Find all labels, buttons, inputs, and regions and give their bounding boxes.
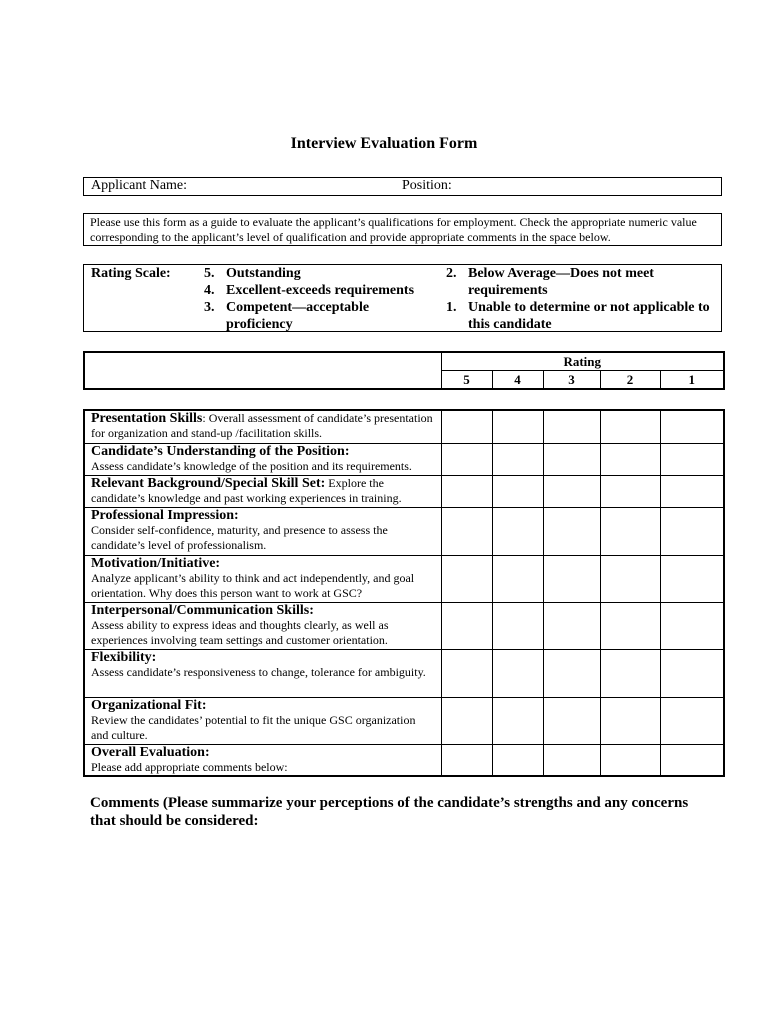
criterion-name: Professional Impression:: [91, 507, 239, 523]
criterion-name: Overall Evaluation:: [91, 744, 210, 760]
table-row: [84, 744, 724, 776]
rating-cell-4[interactable]: [492, 697, 543, 744]
criterion-description: Assess ability to express ideas and thoughts clearly, as well as experiences involving team settings and customer orientation.: [91, 617, 389, 647]
rating-scale-item: [204, 299, 424, 333]
rating-cell-4[interactable]: [492, 410, 543, 443]
rating-cell-1[interactable]: [660, 697, 724, 744]
criterion-cell: [84, 410, 441, 443]
rating-cell-1[interactable]: [660, 602, 724, 649]
criterion-name: Relevant Background/Special Skill Set:: [91, 475, 326, 491]
rating-value-5: 5: [441, 371, 492, 390]
rating-cell-2[interactable]: [600, 475, 660, 507]
rating-value-3: 3: [543, 371, 600, 390]
rating-cell-5[interactable]: [441, 697, 492, 744]
rating-cell-3[interactable]: [543, 697, 600, 744]
rating-cell-1[interactable]: [660, 744, 724, 776]
rating-scale-text: Unable to determine or not applicable to this candidate: [468, 300, 710, 332]
rating-cell-1[interactable]: [660, 475, 724, 507]
rating-scale-item: [204, 265, 424, 282]
rating-cell-2[interactable]: [600, 507, 660, 555]
rating-cell-2[interactable]: [600, 602, 660, 649]
rating-cell-4[interactable]: [492, 649, 543, 697]
rating-cell-2[interactable]: [600, 649, 660, 697]
criterion-cell: [84, 475, 441, 507]
rating-cell-1[interactable]: [660, 410, 724, 443]
table-row: [84, 443, 724, 475]
rating-scale-item: [204, 282, 424, 299]
rating-scale-text: Competent—acceptable proficiency: [226, 300, 370, 332]
rating-cell-2[interactable]: [600, 697, 660, 744]
criterion-cell: [84, 443, 441, 475]
criteria-table: [83, 409, 725, 777]
rating-cell-5[interactable]: [441, 555, 492, 602]
rating-cell-4[interactable]: [492, 555, 543, 602]
rating-scale-num: 2.: [446, 266, 457, 281]
rating-cell-3[interactable]: [543, 649, 600, 697]
applicant-name-label: Applicant Name:: [91, 178, 188, 193]
rating-cell-2[interactable]: [600, 443, 660, 475]
rating-scale-num: 1.: [446, 300, 457, 315]
rating-scale-num: 4.: [204, 283, 215, 298]
rating-cell-3[interactable]: [543, 507, 600, 555]
position-label: Position:: [402, 178, 452, 193]
criterion-description: Assess candidate’s responsiveness to change, tolerance for ambiguity.: [91, 664, 426, 679]
rating-cell-4[interactable]: [492, 475, 543, 507]
criterion-cell: [84, 697, 441, 744]
rating-cell-1[interactable]: [660, 649, 724, 697]
rating-scale-text: Outstanding: [226, 266, 301, 281]
criterion-description: Review the candidates’ potential to fit the unique GSC organization and culture.: [91, 712, 416, 742]
criterion-description: Consider self-confidence, maturity, and presence to assess the candidate’s level of professionalism.: [91, 522, 388, 552]
rating-scale-box: [83, 264, 722, 332]
criterion-description: Assess candidate’s knowledge of the position and its requirements.: [91, 458, 412, 473]
rating-cell-3[interactable]: [543, 410, 600, 443]
page-title: Interview Evaluation Form: [290, 135, 478, 152]
criterion-name: Presentation Skills: [91, 411, 203, 426]
rating-cell-4[interactable]: [492, 744, 543, 776]
rating-cell-2[interactable]: [600, 744, 660, 776]
rating-cell-5[interactable]: [441, 475, 492, 507]
criterion-name: Organizational Fit:: [91, 697, 207, 713]
rating-cell-3[interactable]: [543, 443, 600, 475]
rating-cell-5[interactable]: [441, 649, 492, 697]
rating-cell-1[interactable]: [660, 443, 724, 475]
rating-scale-num: 3.: [204, 300, 215, 315]
rating-cell-2[interactable]: [600, 410, 660, 443]
rating-cell-3[interactable]: [543, 475, 600, 507]
table-row: [84, 697, 724, 744]
criterion-description: Please add appropriate comments below:: [91, 759, 288, 774]
applicant-info-box: [83, 177, 722, 196]
rating-header-table: [83, 351, 725, 390]
rating-cell-1[interactable]: [660, 507, 724, 555]
rating-scale-num: 5.: [204, 266, 215, 281]
rating-cell-2[interactable]: [600, 555, 660, 602]
rating-scale-text: Excellent-exceeds requirements: [226, 283, 415, 298]
criterion-description: Explore the candidate’s knowledge and past working experiences in training.: [91, 475, 402, 505]
rating-scale-item: [446, 299, 721, 333]
criterion-name: Flexibility:: [91, 649, 157, 665]
criterion-cell: [84, 602, 441, 649]
rating-value-1: 1: [660, 371, 724, 390]
rating-scale-right: [446, 265, 721, 333]
table-row: [84, 555, 724, 602]
criterion-cell: [84, 744, 441, 776]
rating-scale-left: [204, 265, 424, 333]
rating-header: Rating: [441, 352, 724, 371]
rating-value-4: 4: [492, 371, 543, 390]
criterion-name: Motivation/Initiative:: [91, 555, 221, 571]
criterion-description: Analyze applicant’s ability to think and act independently, and goal orientation. Why does this person want to work at GSC?: [91, 570, 415, 600]
rating-cell-4[interactable]: [492, 443, 543, 475]
criterion-separator: :: [202, 411, 209, 425]
table-row: [84, 410, 724, 443]
rating-cell-3[interactable]: [543, 744, 600, 776]
rating-cell-5[interactable]: [441, 507, 492, 555]
table-row: [84, 649, 724, 697]
criterion-name: Interpersonal/Communication Skills:: [91, 602, 314, 618]
criterion-cell: [84, 555, 441, 602]
rating-cell-5[interactable]: [441, 443, 492, 475]
table-row: [84, 602, 724, 649]
table-row: [84, 507, 724, 555]
rating-cell-5[interactable]: [441, 602, 492, 649]
criterion-cell: [84, 507, 441, 555]
criterion-cell: [84, 649, 441, 697]
rating-cell-5[interactable]: [441, 744, 492, 776]
rating-cell-3[interactable]: [543, 555, 600, 602]
rating-value-2: 2: [600, 371, 660, 390]
rating-scale-label: Rating Scale:: [91, 266, 171, 281]
header-blank-cell: [84, 352, 441, 389]
rating-scale-text: Below Average—Does not meet requirements: [468, 266, 654, 298]
rating-cell-5[interactable]: [441, 410, 492, 443]
criterion-name: Candidate’s Understanding of the Position:: [91, 443, 350, 459]
comments-heading: Comments (Please summarize your perceptions of the candidate’s strengths and any concerns that should be considered:: [90, 795, 689, 829]
instructions-box: Please use this form as a guide to evaluate the applicant’s qualifications for employment. Check the appropriate numeric value corresponding to the applicant’s level of qualification and provide appropriate comments in the space below.: [83, 213, 722, 246]
rating-scale-item: [446, 265, 721, 299]
table-row: [84, 475, 724, 507]
rating-cell-1[interactable]: [660, 555, 724, 602]
rating-cell-3[interactable]: [543, 602, 600, 649]
rating-cell-4[interactable]: [492, 602, 543, 649]
rating-cell-4[interactable]: [492, 507, 543, 555]
criterion-description: Overall assessment of candidate’s presentation for organization and stand-up /facilitation skills.: [91, 411, 433, 440]
